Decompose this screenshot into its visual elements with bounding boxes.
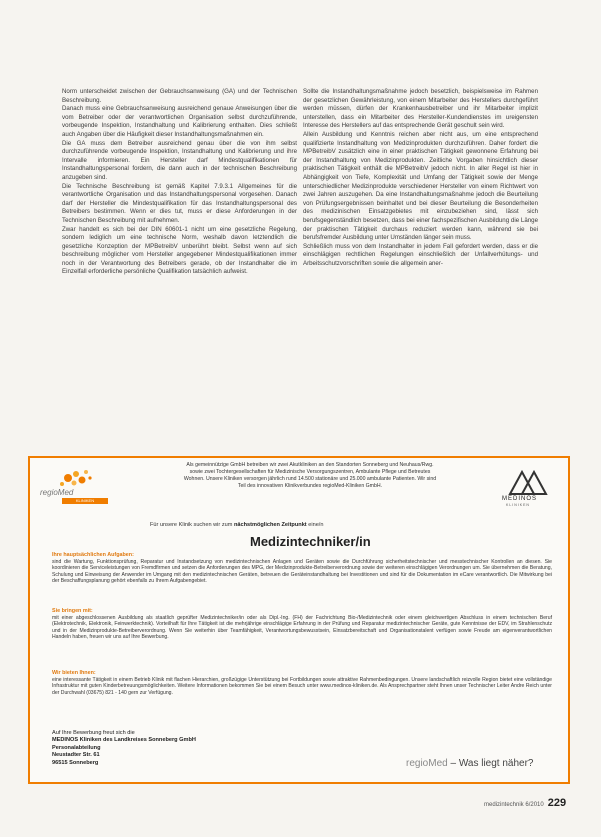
search-bold: nächstmöglichen Zeitpunkt <box>233 522 307 528</box>
tagline-brand: regioMed <box>406 758 448 769</box>
logo-text: MEDINOS <box>502 496 538 502</box>
search-suffix: eine/n <box>306 522 324 528</box>
page-number: 229 <box>547 797 567 809</box>
section-text: mit einer abgeschlossenen Ausbildung als staatlich geprüfter Medizintechniker/in oder als Dipl.-Ing. (FH) der Fachrichtung Bio-/Medizintechnik oder einem gleichwertigen Abschluss in einem technischen Beruf (Elektrotechnik, Elektronik, Feinwerktechnik). Vorteilhaft für Ihre Tätigkeit ist die mehrjährige einschlägige Erfahrung in der Prüfung und Reparatur medizintechnischer Geräte, gute Kenntnisse der EDV, im Strahlenschutz und in der Medizinprodukte-Betreiberverordnung. Wenn Sie weiterhin über Teamfähigkeit, Verantwortungsbewusstsein, Einsatzbereitschaft und Organisationstalent verfügen sowie Freude am eigenverantwortlichen Handeln haben, freuen wir uns auf Ihre Bewerbung. <box>52 614 552 641</box>
medinos-logo-icon <box>496 468 560 496</box>
logo-subtext: KLINIKEN <box>506 503 530 507</box>
article-right-column <box>303 88 538 268</box>
section-heading: Wir bieten Ihnen: <box>52 670 96 676</box>
paragraph: Die GA muss dem Betreiber ausreichend genau über die von ihm selbst durchzuführende vorbeugende Inspektion, Instandhaltung und Kalibrierung und ihre Intervalle informieren. Ein Hersteller darf Mindestqualifikationen für Instandhaltungspersonal fordern, die dann auch in der technischen Beschreibung anzugeben sind. <box>62 139 297 181</box>
section-heading: Sie bringen mit: <box>52 608 93 614</box>
ad-section-offer <box>52 670 552 696</box>
contact-line: Neustadter Str. 61 <box>52 752 100 759</box>
logo-subtext: KLINIKEN <box>62 498 108 504</box>
contact-line: Personalabteilung <box>52 744 101 751</box>
job-advertisement <box>28 456 570 784</box>
paragraph: Zwar handelt es sich bei der DIN 60601-1 nicht um eine gesetzliche Regelung, sondern lediglich um eine technische Norm, weshalb davon letztendlich die gesetzliche Konzeption der MPBetreibV unberührt bleibt. Selbst wenn auf sich beschreibung möglicher vom Hersteller angegebener Mindestqualifikationen immer noch in der Verantwortung des Betreibers gerade, ob der Instandhalter die im Einzelfall erforderliche persönliche Qualifikation tatsächlich aufweist. <box>62 225 297 276</box>
search-line <box>150 522 323 528</box>
section-text: sind die Wartung, Funktionsprüfung, Reparatur und Instandsetzung von medizintechnischen Anlagen und Geräten sowie die Durchführung sicherheitstechnischer und messtechnischer Kontrollen an diesen. Sie koordinieren die Serviceleistungen von Fremdfirmen und setzen die Anforderungen des MPG, der Medizinprodukte-Betreiberverordnung sowie der weiteren einschlägigen Verordnungen um. Sie übernehmen die Beratung, Schulung und Einweisung der Anwender im Umgang mit den medizintechnischen Geräten, betreuen die Geräteinstandhaltung bei Investitionen und sind für die Dokumentation im eCare verantwortlich. Die Mitwirkung bei der Beschaffungsplanung gehört ebenfalls zu Ihrem Aufgabengebiet. <box>52 558 552 585</box>
tagline-text: – Was liegt näher? <box>447 758 534 769</box>
paragraph: Allein Ausbildung und Kenntnis reichen aber nicht aus, um eine entsprechend qualifizierte Instandhaltung von Medizinprodukten durchzuführen. Daher fordert die MPBetreibV zusätzlich eine in einer praktischen Tätigkeit gewonnene Erfahrung bei der Instandhaltung von Medizinprodukten. Zeitliche Vorgaben hinsichtlich dieser praktischen Tätigkeit enthält die MPBetreibV jedoch nicht. In aller Regel ist hier in Abhängigkeit von Tiefe, Komplexität und Umfang der Tätigkeit sowie der Menge unterschiedlicher Medizinprodukte verschiedener Hersteller von einem Richtwert von zwei Jahren auszugehen. Da eine Instandhaltungsmaßnahme jedoch die Beurteilung von Prüfungsergebnissen beinhaltet und bei dieser Beurteilung die Besonderheiten des medizinischen Einsatzgebietes mit einzubeziehen sind, lässt sich berufsgegenständlich besetzen, dass bei einer fachspezifischen Ausbildung die Länge der praktischen Tätigkeit durchaus reduziert werden kann, während sie bei berufsfremder Ausbildung unter Umständen länger sein muss. <box>303 130 538 242</box>
contact-line: Auf Ihre Bewerbung freut sich die <box>52 730 135 736</box>
job-title: Medizintechniker/in <box>250 534 371 549</box>
contact-block <box>52 730 196 767</box>
contact-line: 96515 Sonneberg <box>52 759 99 766</box>
ad-section-tasks <box>52 552 552 585</box>
contact-line: MEDINOS Kliniken des Landkreises Sonneberg GmbH <box>52 737 196 744</box>
paragraph: Sollte die Instandhaltungsmaßnahme jedoch besetzlich, beispielsweise im Rahmen der gesetzlichen Gewährleistung, von einem Mitarbeiter des Herstellers durchgeführt werden müssen, dürfen der Krankenhausbetreiber und ihr Mitarbeiter implizit unterstellen, dass ein Mitarbeiter des Hersteller-Kundendienstes im ureigensten Interesse des Herstellers auf das entsprechende Gerät geschult sein wird. <box>303 88 538 130</box>
paragraph: Danach muss eine Gebrauchsanweisung ausreichend genaue Anweisungen über die vom Betreiber oder der verantwortlichen Organisation selbst durchzuführende, vorbeugende Inspektion, Instandhaltung und Kalibrierung enthalten. Dies schließt auch Angaben über die Häufigkeit dieser Instandhaltungsmaßnahmen ein. <box>62 105 297 138</box>
search-prefix: Für unsere Klinik suchen wir zum <box>150 522 234 528</box>
ad-intro-text: Als gemeinnützige GmbH betreiben wir zwei Akutkliniken an den Standorten Sonneberg und Neuhaus/Rwg. sowie zwei Tochtergesellschaften für Medizinische Versorgungszentren, Ambulante Pflege und Betreutes Wohnen. Unsere Kliniken versorgen jährlich rund 14.500 stationäre und 25.000 ambulante Patienten. Wir sind Teil des innovativen Klinikverbundes regioMed-Kliniken GmbH. <box>183 462 437 489</box>
section-text: eine interessante Tätigkeit in einem Betrieb Klinik mit flachen Hierarchien, großzügige Unterstützung bei Fortbildungen sowie attraktive Rahmenbedingungen. Unsere landschaftlich reizvolle Region bietet eine vollständige Infrastruktur mit guten Kinderbetreuungsmöglichkeiten. Weitere Informationen bekommen Sie bei einem Besuch unter www.medinos-kliniken.de. Als Ansprechpartner steht Ihnen unser Technischer Leiter Andre Reich unter der Durchwahl (03675) 821 - 140 gern zur Verfügung. <box>52 676 552 696</box>
regiomed-logo <box>38 466 122 506</box>
journal-name: medizintechnik 6/2010 <box>484 802 544 808</box>
article-left-column <box>62 88 297 277</box>
ad-section-requirements <box>52 608 552 641</box>
medinos-logo <box>496 468 560 508</box>
logo-text: regioMed <box>40 488 74 497</box>
paragraph: Die Technische Beschreibung ist gemäß Kapitel 7.9.3.1 Allgemeines für die verantwortliche Organisation und das Instandhaltungspersonal vorgesehen. Danach darf der Hersteller die Mindestqualifikation für das Instandhaltungspersonal des Betreibers bestimmen. Wenn er dies tut, muss er diese Anforderungen in der Technischen Beschreibung mit aufnehmen. <box>62 182 297 224</box>
page-footer <box>484 797 566 809</box>
section-heading: Ihre hauptsächlichen Aufgaben: <box>52 552 134 558</box>
paragraph: Norm unterscheidet zwischen der Gebrauchsanweisung (GA) und der Technischen Beschreibung. <box>62 88 297 104</box>
paragraph: Schließlich muss von dem Instandhalter in jedem Fall gefordert werden, dass er die einschlägigen rechtlichen Regelungen einschließlich der Unfallverhütungs- und Arbeitsschutzvorschriften sowie die allgemein aner- <box>303 242 538 267</box>
ad-tagline <box>406 758 534 769</box>
